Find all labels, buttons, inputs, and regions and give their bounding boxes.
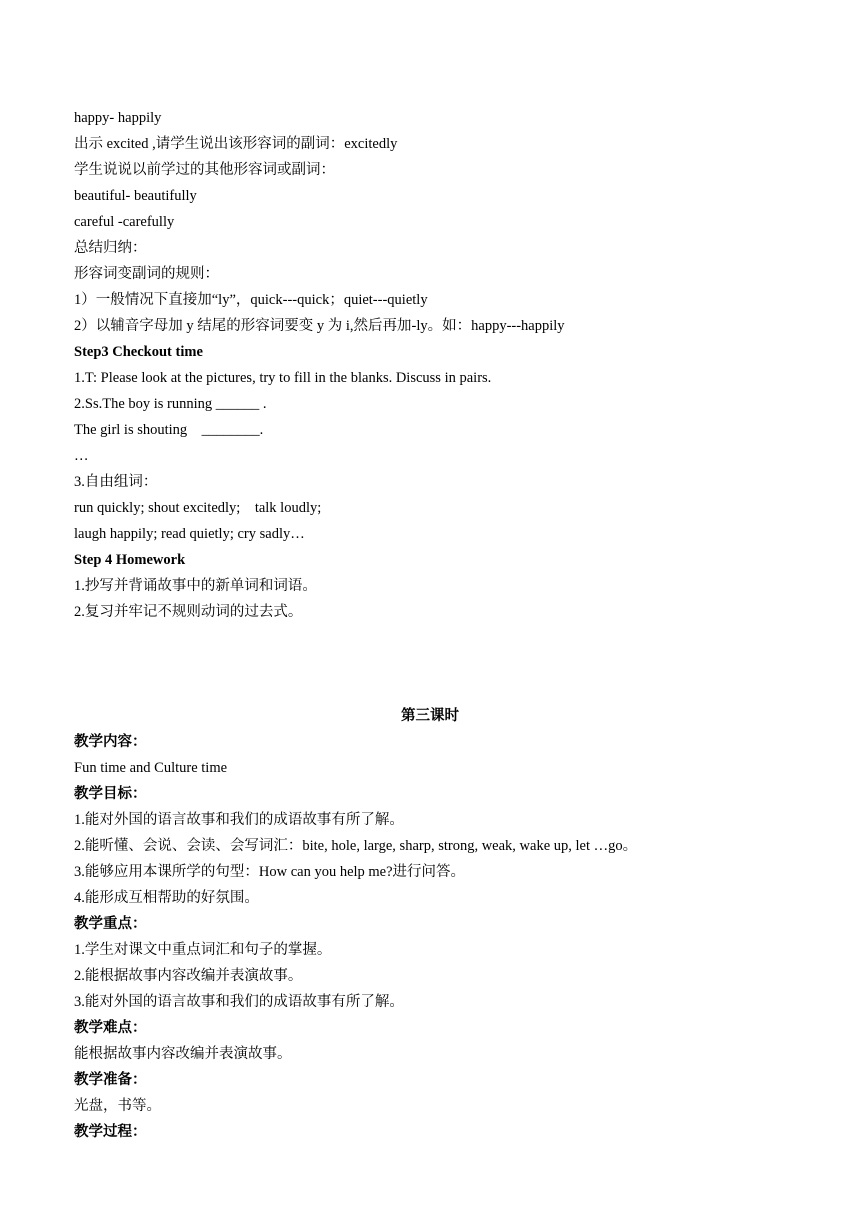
text-line: 1.学生对课文中重点词汇和句子的掌握。 <box>74 942 332 958</box>
text-line: 形容词变副词的规则： <box>74 266 219 282</box>
text-line: 3.能够应用本课所学的句型：How can you help me?进行问答。 <box>74 864 466 880</box>
section-heading: 教学目标： <box>74 786 147 802</box>
text-line: 1）一般情况下直接加“ly”，quick---quick；quiet---quietly <box>74 292 428 308</box>
text-line: The girl is shouting ________. <box>74 422 264 438</box>
text-line: careful -carefully <box>74 214 175 230</box>
text-line: 总结归纳： <box>74 240 147 256</box>
text-line: happy- happily <box>74 110 162 126</box>
text-line: 出示 excited ,请学生说出该形容词的副词：excitedly <box>74 136 398 152</box>
text-line: 光盘，书等。 <box>74 1098 161 1114</box>
section-heading: 教学准备： <box>74 1072 147 1088</box>
text-line: 1.抄写并背诵故事中的新单词和词语。 <box>74 578 317 594</box>
section-heading: 教学重点： <box>74 916 147 932</box>
text-line: 2.Ss.The boy is running ______ . <box>74 396 267 412</box>
text-line: Fun time and Culture time <box>74 760 228 776</box>
text-line: 2.能听懂、会说、会读、会写词汇：bite, hole, large, sharp, strong, weak, wake up, let …go。 <box>74 838 638 854</box>
section-heading: 教学难点： <box>74 1020 147 1036</box>
section-title: 第三课时 <box>401 708 459 724</box>
text-line: laugh happily; read quietly; cry sadly… <box>74 526 305 542</box>
text-line: … <box>74 448 89 464</box>
text-line: 1.T: Please look at the pictures, try to fill in the blanks. Discuss in pairs. <box>74 370 492 386</box>
text-line: 4.能形成互相帮助的好氛围。 <box>74 890 259 906</box>
text-line: 1.能对外国的语言故事和我们的成语故事有所了解。 <box>74 812 404 828</box>
section-heading: 教学过程： <box>74 1124 147 1140</box>
text-line: run quickly; shout excitedly; talk loudly; <box>74 500 322 516</box>
text-line: 学生说说以前学过的其他形容词或副词： <box>74 162 335 178</box>
text-line: beautiful- beautifully <box>74 188 197 204</box>
text-line: 能根据故事内容改编并表演故事。 <box>74 1046 292 1062</box>
section-heading: Step 4 Homework <box>74 552 186 568</box>
section-heading: Step3 Checkout time <box>74 344 203 360</box>
text-line: 2）以辅音字母加 y 结尾的形容词要变 y 为 i,然后再加-ly。如：happy---happily <box>74 318 565 334</box>
text-line: 2.能根据故事内容改编并表演故事。 <box>74 968 303 984</box>
text-line: 3.自由组词： <box>74 474 158 490</box>
text-line: 3.能对外国的语言故事和我们的成语故事有所了解。 <box>74 994 404 1010</box>
text-line: 2.复习并牢记不规则动词的过去式。 <box>74 604 303 620</box>
section-heading: 教学内容： <box>74 734 147 750</box>
